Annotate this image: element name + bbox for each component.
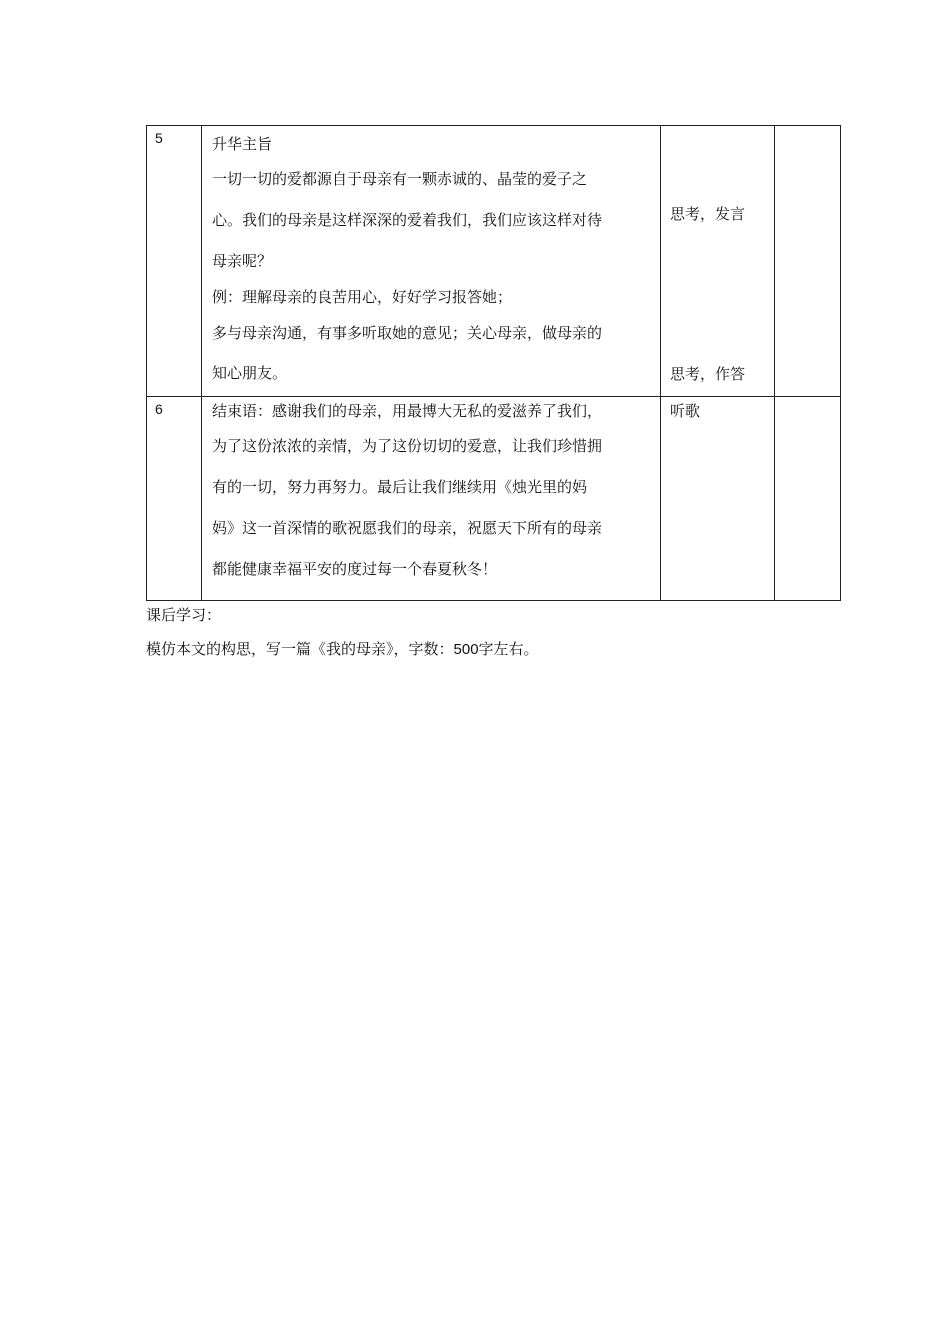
activity-text: 思考，作答 [670,365,746,383]
content-line: 多与母亲沟通，有事多听取她的意见；关心母亲，做母亲的 [212,324,603,342]
teaching-content-cell [202,397,661,601]
student-activity-cell [661,397,775,601]
step-number: 5 [155,130,163,146]
activity-text: 思考，发言 [670,205,746,223]
teaching-content-cell [202,126,661,397]
content-line: 结束语：感谢我们的母亲，用最博大无私的爱滋养了我们， [212,402,603,420]
notes-cell [775,126,841,397]
notes-cell [775,397,841,601]
student-activity-cell [661,126,775,397]
section-heading: 升华主旨 [212,135,273,153]
content-line: 妈》这一首深情的歌祝愿我们的母亲，祝愿天下所有的母亲 [212,519,603,537]
content-line: 知心朋友。 [212,364,288,382]
content-line: 有的一切，努力再努力。最后让我们继续用《烛光里的妈 [212,478,588,496]
table-row [147,126,841,397]
content-line: 都能健康幸福平安的度过每一个春夏秋冬！ [212,560,498,578]
table-row [147,397,841,601]
after-class-heading: 课后学习： [146,606,222,624]
content-line: 一切一切的爱都源自于母亲有一颗赤诚的、晶莹的爱子之 [212,170,588,188]
after-class-task: 模仿本文的构思，写一篇《我的母亲》，字数：500字左右。 [146,640,539,658]
lesson-plan-table [146,125,841,601]
step-number: 6 [155,401,163,417]
content-line: 为了这份浓浓的亲情，为了这份切切的爱意，让我们珍惜拥 [212,437,603,455]
content-line: 例：理解母亲的良苦用心，好好学习报答她； [212,288,513,306]
content-line: 心。我们的母亲是这样深深的爱着我们，我们应该这样对待 [212,211,603,229]
activity-text: 听歌 [670,402,701,420]
step-number-cell [147,126,202,397]
step-number-cell [147,397,202,601]
content-line: 母亲呢？ [212,252,273,270]
